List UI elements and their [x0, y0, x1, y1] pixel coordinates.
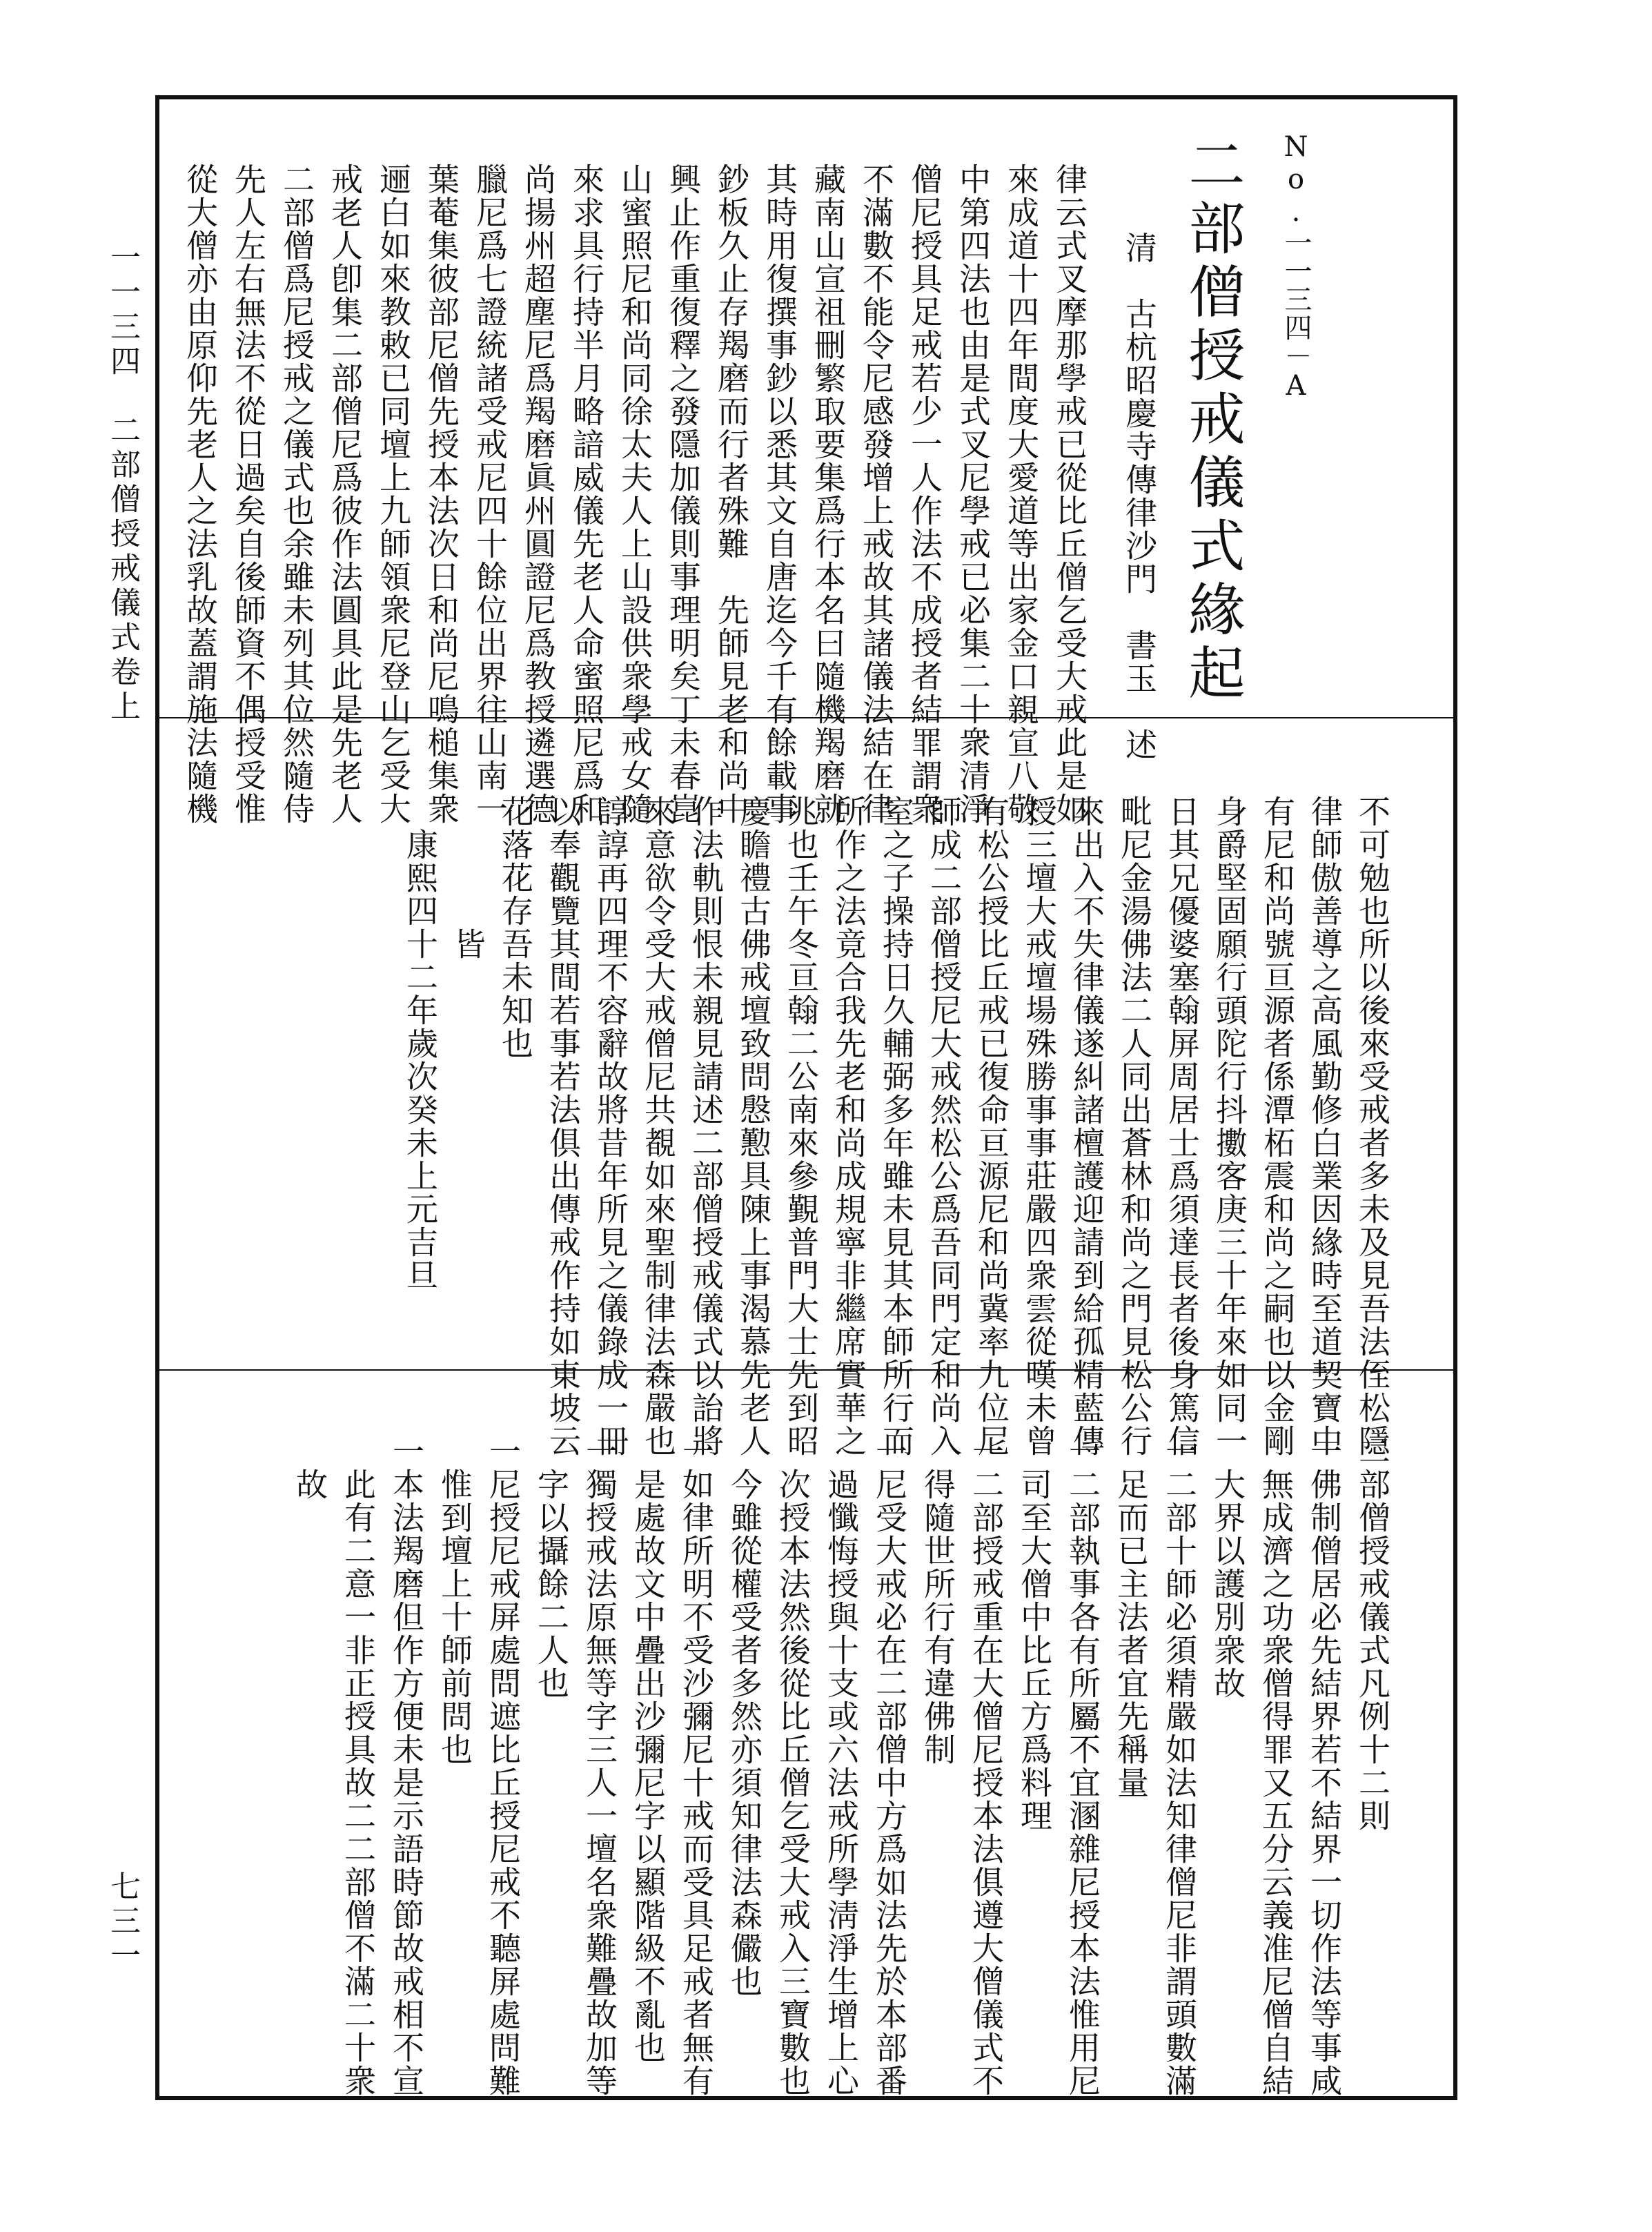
text-column: 所作之法竟合我先老和尚成規寧非繼席實華之	[830, 795, 867, 1458]
text-column: 足而已主法者宜先稱量	[1112, 1435, 1150, 1799]
text-column: 日其兄優婆塞翰屏周居士爲須達長者後身篤信	[1163, 795, 1201, 1458]
text-column: 從大僧亦由原仰先老人之法乳故蓋謂施法隨機	[181, 163, 219, 825]
text-column: 得隨世所行有違佛制	[919, 1435, 956, 1766]
text-column: 鈔板久止存羯磨而行者殊難 先師見老和尚中	[713, 163, 750, 825]
text-column: 故	[291, 1435, 328, 1501]
text-column: 花落花存吾未知也	[497, 795, 534, 1060]
text-column: 過懺悔授與十支或六法戒所學淸淨生增上心	[823, 1435, 860, 2097]
text-column: 興止作重復釋之發隱加儀則事理明矣丁未春崑	[665, 163, 702, 825]
text-column: 一二部十師必須精嚴如法知律僧尼非謂頭數滿	[1161, 1435, 1198, 2097]
text-column: 有松公授比丘戒已復命亘源尼和尚冀率九位尼	[973, 795, 1010, 1458]
text-column: 來求具行持半月略諳威儀先老人命蜜照尼爲和	[568, 163, 605, 825]
text-column: 僧尼授具足戒若少一人作法不成授者結罪謂衆	[906, 163, 943, 825]
text-column: 來成道十四年間度大愛道等出家金口親宣八敬	[1003, 163, 1040, 825]
text-column: 身爵堅固願行頭陀行抖擻客庚三十年來如同一	[1211, 795, 1248, 1458]
text-column: 康熙四十二年歲次癸未上元吉旦	[402, 795, 439, 1292]
text-column: 兆也壬午冬亘翰二公南來參覲普門大士先到昭	[783, 795, 820, 1458]
sheet-number: No.一一三四－A	[1280, 131, 1312, 402]
text-column: 一二部執事各有所屬不宜溷雜尼授本法惟用尼	[1064, 1435, 1101, 2097]
text-column: 無成濟之功衆僧得罪又五分云義准尼僧自結	[1257, 1435, 1295, 2097]
page-frame	[155, 95, 1457, 2100]
text-column: 惟到壇上十師前問也	[436, 1435, 473, 1766]
text-column: 毗尼金湯佛法二人同出蒼林和尚之門見松公行	[1116, 795, 1153, 1458]
text-column: 司至大僧中比丘方爲料理	[1016, 1435, 1053, 1832]
text-column: 今雖從權受者多然亦須知律法森儼也	[726, 1435, 763, 1998]
text-column: 一尼授尼戒屏處問遮比丘授尼戒不聽屏處問難	[484, 1435, 522, 2097]
text-column: 慶瞻禮古佛戒壇致問慇懃具陳上事渴慕先老人	[735, 795, 772, 1458]
text-column: 一二部授戒重在大僧尼授本法俱遵大僧儀式不	[967, 1435, 1005, 2097]
text-column: 中第四法也由是式叉尼學戒已必集二十衆清淨	[954, 163, 992, 825]
text-column: 作法軌則恨未親見請述二部僧授戒儀式以詒將	[687, 795, 725, 1458]
author-line: 清 古杭昭慶寺傳律沙門 書玉 述	[1121, 231, 1158, 761]
text-column: 皆	[449, 795, 486, 961]
text-column: 律師傲善導之高風勤修白業因緣時至道契寶中	[1306, 795, 1344, 1458]
text-column: 來出入不失律儀遂糾諸檀護迎請到給孤精藍傳	[1068, 795, 1105, 1458]
text-column: 室之子操持日久輔弼多年雖未見其本師所行而	[878, 795, 915, 1458]
text-column: 諄諄再四理不容辭故將昔年所見之儀錄成一冊	[592, 795, 629, 1458]
text-column: 一尼受大戒必在二部僧中方爲如法先於本部番	[871, 1435, 908, 2097]
text-column: 一獨授戒法原無等字三人一壇名衆難疊故加等	[581, 1435, 618, 2097]
text-column: 一本法羯磨但作方便未是示語時節故戒相不宣	[388, 1435, 425, 2097]
text-column: 有尼和尚號亘源者係潭柘震和尚之嗣也以金剛	[1259, 795, 1296, 1458]
text-column: 此有二意一非正授具故二二部僧不滿二十衆	[340, 1435, 377, 2097]
text-column: 先人左右無法不從日過矣自後師資不偶授受惟	[230, 163, 267, 825]
text-column: 一佛制僧居必先結界若不結界一切作法等事咸	[1306, 1435, 1343, 2097]
text-column: 來意欲令受大戒僧尼共覩如來聖制律法森嚴也	[640, 795, 677, 1458]
text-column: 律云式叉摩那學戒已從比丘僧乞受大戒此是如	[1051, 163, 1088, 825]
text-column: 不可勉也所以後來受戒者多未及見吾法侄松隱	[1354, 795, 1391, 1458]
text-column: 大界以護別衆故	[1209, 1435, 1246, 1700]
text-column: 逦白如來教敕已同壇上九師領衆尼登山乞受大	[375, 163, 412, 825]
text-column: 其時用復撰事鈔以悉其文自唐迄今千有餘載事	[761, 163, 798, 825]
text-column: 次授本法然後從比丘僧乞受大戒入三寶數也	[774, 1435, 812, 2097]
text-column: 是處故文中疊出沙彌尼字以顯階級不亂也	[629, 1435, 667, 2064]
text-column: 尚揚州超塵尼爲羯磨眞州圓證尼爲教授遴選德	[520, 163, 557, 825]
page-number: 七三一	[105, 1870, 140, 1974]
text-column: 授三壇大戒壇場殊勝事事莊嚴四衆雲從嘆未曾	[1021, 795, 1058, 1458]
text-column: 師成二部僧授尼大戒然松公爲吾同門定和尚入	[925, 795, 963, 1458]
text-column: 不滿數不能令尼感發增上戒故其諸儀法結在律	[858, 163, 895, 825]
text-column: 戒老人卽集二部僧尼爲彼作法圓具此是先老人	[326, 163, 364, 825]
page-title: 二部僧授戒儀式緣起	[1179, 135, 1245, 707]
text-column: 葉菴集彼部尼僧先授本法次日和尚尼鳴槌集衆	[423, 163, 460, 825]
text-column: 字以攝餘二人也	[533, 1435, 570, 1700]
text-column: 臘尼爲七證統諸受戒尼四十餘位出界往山南一	[471, 163, 509, 825]
text-column: 二部僧授戒儀式凡例十二則	[1354, 1435, 1391, 1832]
margin-label: 一一三四 二部僧授戒儀式卷上	[105, 242, 140, 725]
text-column: 一如律所明不受沙彌尼十戒而受具足戒者無有	[678, 1435, 715, 2097]
text-column: 二部僧爲尼授戒之儀式也余雖未列其位然隨侍	[278, 163, 315, 825]
text-column: 以奉觀覽其間若事若法俱出傳戒作持如東坡云	[544, 795, 582, 1458]
text-column: 山蜜照尼和尚同徐太夫人上山設供衆學戒女隨	[616, 163, 653, 825]
text-column: 藏南山宣祖刪繁取要集爲行本名曰隨機羯磨就	[809, 163, 847, 825]
